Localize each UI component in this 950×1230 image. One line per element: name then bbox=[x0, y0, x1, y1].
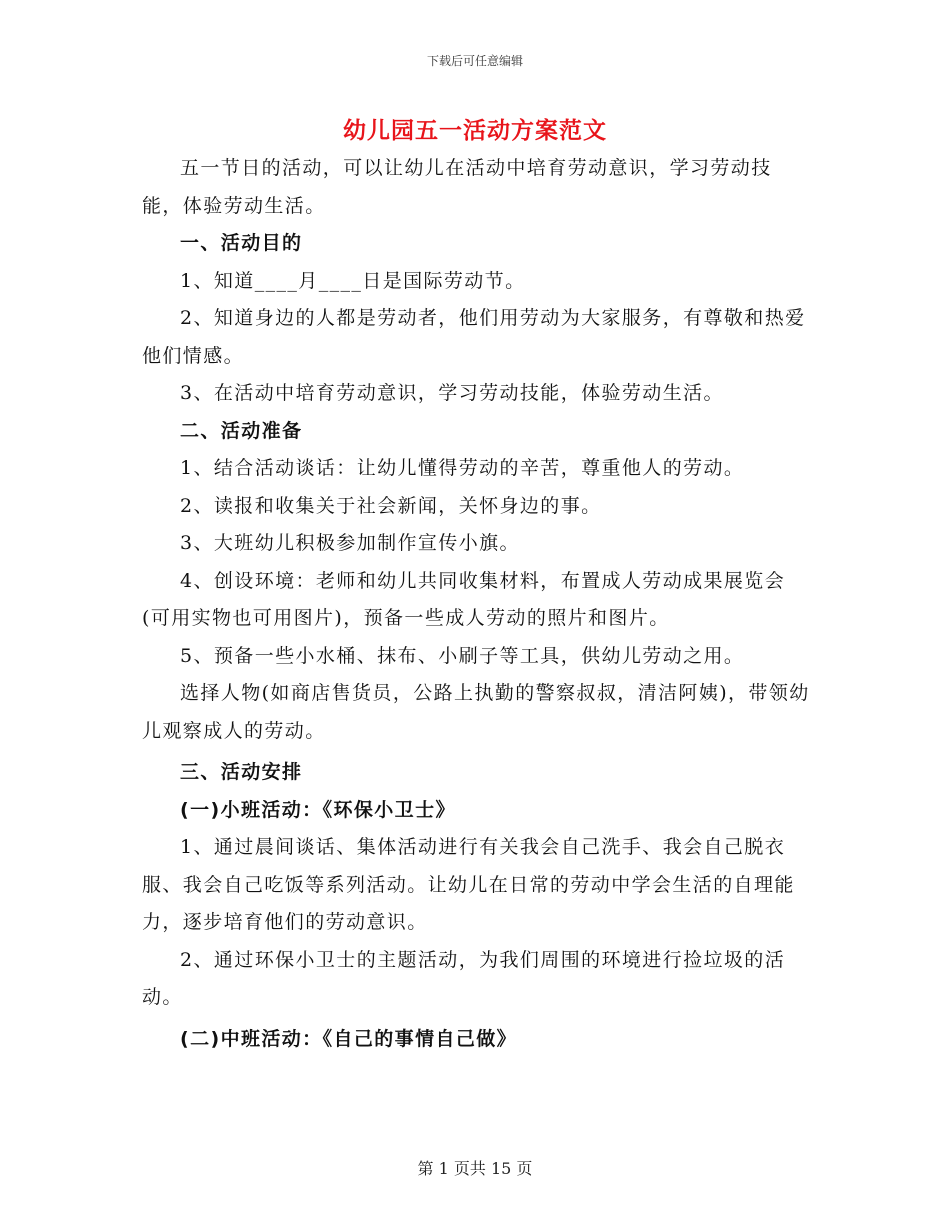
page-header-note: 下载后可任意编辑 bbox=[426, 54, 523, 68]
subsection-heading-small-class: (一)小班活动：《环保小卫士》 bbox=[180, 798, 456, 821]
prep-item-1: 1、结合活动谈话：让幼儿懂得劳动的辛苦，尊重他人的劳动。 bbox=[180, 457, 745, 479]
small-class-item-2: 2、通过环保小卫士的主题活动，为我们周围的环境进行捡垃圾的活动。 bbox=[142, 948, 786, 1008]
small-class-item-1: 1、通过晨间谈话、集体活动进行有关我会自己洗手、我会自己脱衣服、我会自己吃饭等系列活动。让幼儿在日常的劳动中学会生活的自理能力，逐步培育他们的劳动意识。 bbox=[142, 836, 795, 933]
prep-item-6: 选择人物(如商店售货员，公路上执勤的警察叔叔，清洁阿姨)，带领幼儿观察成人的劳动。 bbox=[142, 682, 810, 742]
prep-item-5: 5、预备一些小水桶、抹布、小刷子等工具，供幼儿劳动之用。 bbox=[180, 644, 745, 667]
section-heading-goals: 一、活动目的 bbox=[180, 232, 303, 254]
page-number-footer: 第 1 页共 15 页 bbox=[417, 1159, 533, 1178]
goal-item-2: 2、知道身边的人都是劳动者，他们用劳动为大家服务，有尊敬和热爱他们情感。 bbox=[142, 307, 806, 367]
goal-item-3: 3、在活动中培育劳动意识，学习劳动技能，体验劳动生活。 bbox=[180, 382, 724, 404]
section-heading-arrangement: 三、活动安排 bbox=[180, 761, 303, 783]
prep-item-2: 2、读报和收集关于社会新闻，关怀身边的事。 bbox=[180, 494, 602, 517]
document-title: 幼儿园五一活动方案范文 bbox=[343, 118, 607, 144]
section-heading-preparation: 二、活动准备 bbox=[180, 419, 303, 442]
prep-item-4: 4、创设环境：老师和幼儿共同收集材料，布置成人劳动成果展览会(可用实物也可用图片)，预备一些成人劳动的照片和图片。 bbox=[142, 569, 786, 629]
document-body bbox=[142, 150, 810, 1058]
intro-paragraph: 五一节日的活动，可以让幼儿在活动中培育劳动意识，学习劳动技能，体验劳动生活。 bbox=[142, 157, 772, 217]
subsection-heading-middle-class: (二)中班活动：《自己的事情自己做》 bbox=[180, 1027, 518, 1050]
goal-item-1: 1、知道____月____日是国际劳动节。 bbox=[180, 269, 526, 292]
prep-item-3: 3、大班幼儿积极参加制作宣传小旗。 bbox=[180, 532, 520, 554]
